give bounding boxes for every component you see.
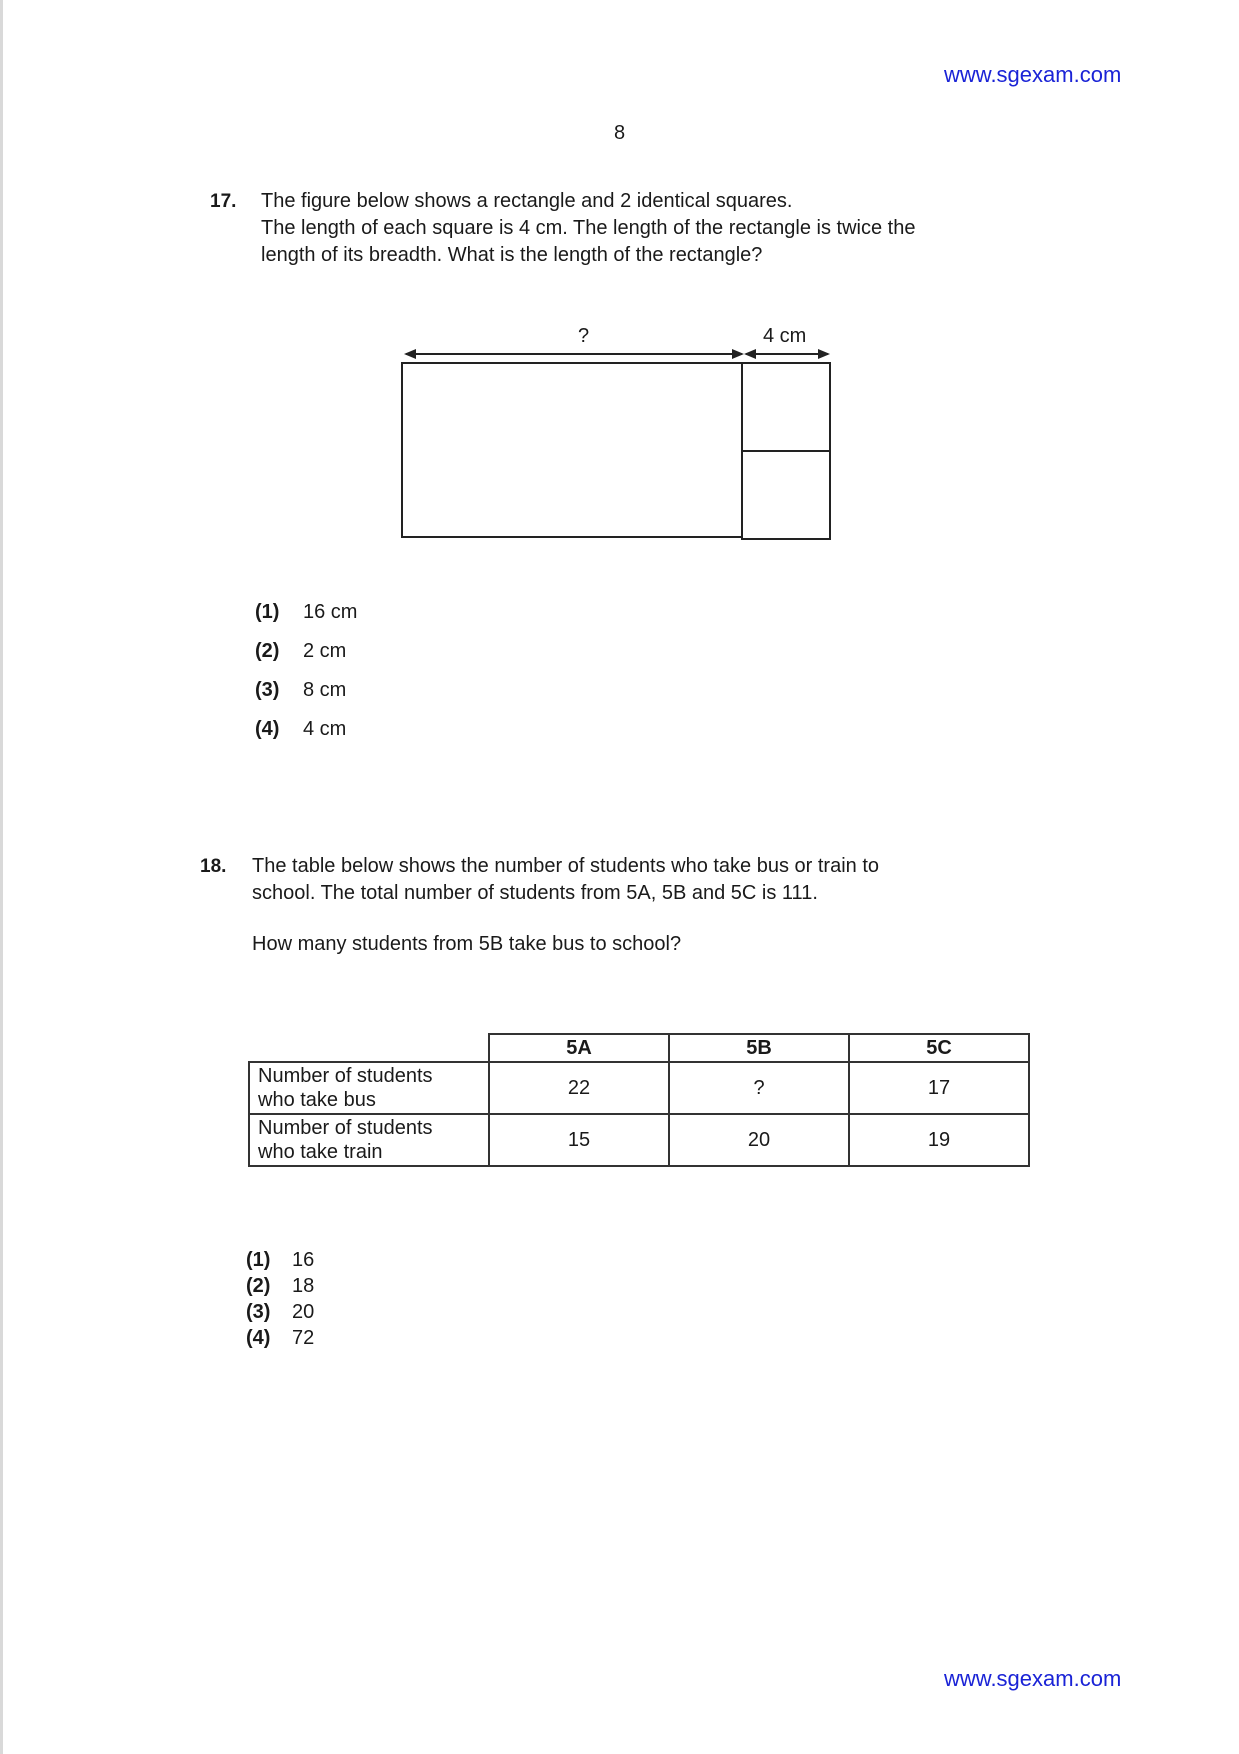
table-header-row — [249, 1034, 1029, 1062]
square-top-shape — [742, 363, 830, 451]
option-number: (3) — [246, 1301, 271, 1323]
q17-option-1 — [255, 601, 357, 624]
q17-option-2 — [255, 640, 346, 663]
option-number: (1) — [246, 1249, 271, 1271]
row-label-line: Number of students — [258, 1117, 433, 1139]
scan-edge — [0, 0, 3, 1754]
option-number: (2) — [255, 640, 280, 662]
table-column-header: 5A — [489, 1034, 669, 1062]
arrow-right-icon — [818, 349, 830, 359]
rectangle-shape — [402, 363, 742, 537]
page-number: 8 — [614, 122, 626, 144]
q17-number: 17. — [210, 191, 237, 212]
table-cell: 22 — [489, 1062, 669, 1114]
table-corner — [249, 1034, 489, 1062]
table-row — [249, 1114, 1029, 1166]
table-cell: 17 — [849, 1062, 1029, 1114]
option-text: 8 cm — [303, 679, 347, 701]
q17-option-4 — [255, 718, 346, 741]
q17-line: The figure below shows a rectangle and 2 identical squares. — [261, 190, 793, 212]
table-row-label — [249, 1062, 489, 1114]
option-number: (2) — [246, 1275, 271, 1297]
option-number: (4) — [246, 1327, 271, 1349]
unknown-length-label: ? — [578, 325, 590, 347]
square-length-label: 4 cm — [763, 325, 807, 347]
option-number: (4) — [255, 718, 280, 740]
q18-question: How many students from 5B take bus to school? — [252, 933, 682, 955]
q18-text — [252, 853, 879, 907]
table-column-header: 5C — [849, 1034, 1029, 1062]
q18-option-1 — [246, 1247, 314, 1273]
arrow-left-icon — [744, 349, 756, 359]
row-label-line: who take bus — [258, 1089, 376, 1111]
table-row — [249, 1062, 1029, 1114]
option-text: 72 — [292, 1327, 315, 1349]
q17-text — [261, 188, 915, 269]
q18-option-4 — [246, 1325, 314, 1351]
option-text: 16 — [292, 1249, 315, 1271]
q18-option-3 — [246, 1299, 314, 1325]
option-text: 18 — [292, 1275, 315, 1297]
table-cell: 20 — [669, 1114, 849, 1166]
arrow-right-icon — [732, 349, 744, 359]
row-label-line: Number of students — [258, 1065, 433, 1087]
option-number: (3) — [255, 679, 280, 701]
q17-line: The length of each square is 4 cm. The length of the rectangle is twice the — [261, 217, 916, 239]
table-row-label — [249, 1114, 489, 1166]
q17-option-3 — [255, 679, 346, 702]
option-text: 2 cm — [303, 640, 347, 662]
table-column-header: 5B — [669, 1034, 849, 1062]
q18-line: The table below shows the number of students who take bus or train to — [252, 855, 880, 877]
q18-option-2 — [246, 1273, 314, 1299]
option-text: 4 cm — [303, 718, 347, 740]
option-text: 20 — [292, 1301, 315, 1323]
arrow-left-icon — [404, 349, 416, 359]
table-cell: 15 — [489, 1114, 669, 1166]
q17-line: length of its breadth. What is the length of the rectangle? — [261, 244, 763, 266]
option-text: 16 cm — [303, 601, 358, 623]
square-bottom-shape — [742, 451, 830, 539]
option-number: (1) — [255, 601, 280, 623]
table-cell: ? — [669, 1062, 849, 1114]
site-url-footer[interactable]: www.sgexam.com — [944, 1666, 1122, 1691]
q18-options — [246, 1247, 314, 1351]
table-cell: 19 — [849, 1114, 1029, 1166]
rectangle-squares-figure — [390, 320, 850, 550]
site-url-header[interactable]: www.sgexam.com — [944, 62, 1122, 87]
q18-number: 18. — [200, 856, 227, 877]
row-label-line: who take train — [258, 1141, 383, 1163]
q18-line: school. The total number of students from 5A, 5B and 5C is 111. — [252, 882, 818, 904]
transport-table — [248, 1033, 1030, 1167]
